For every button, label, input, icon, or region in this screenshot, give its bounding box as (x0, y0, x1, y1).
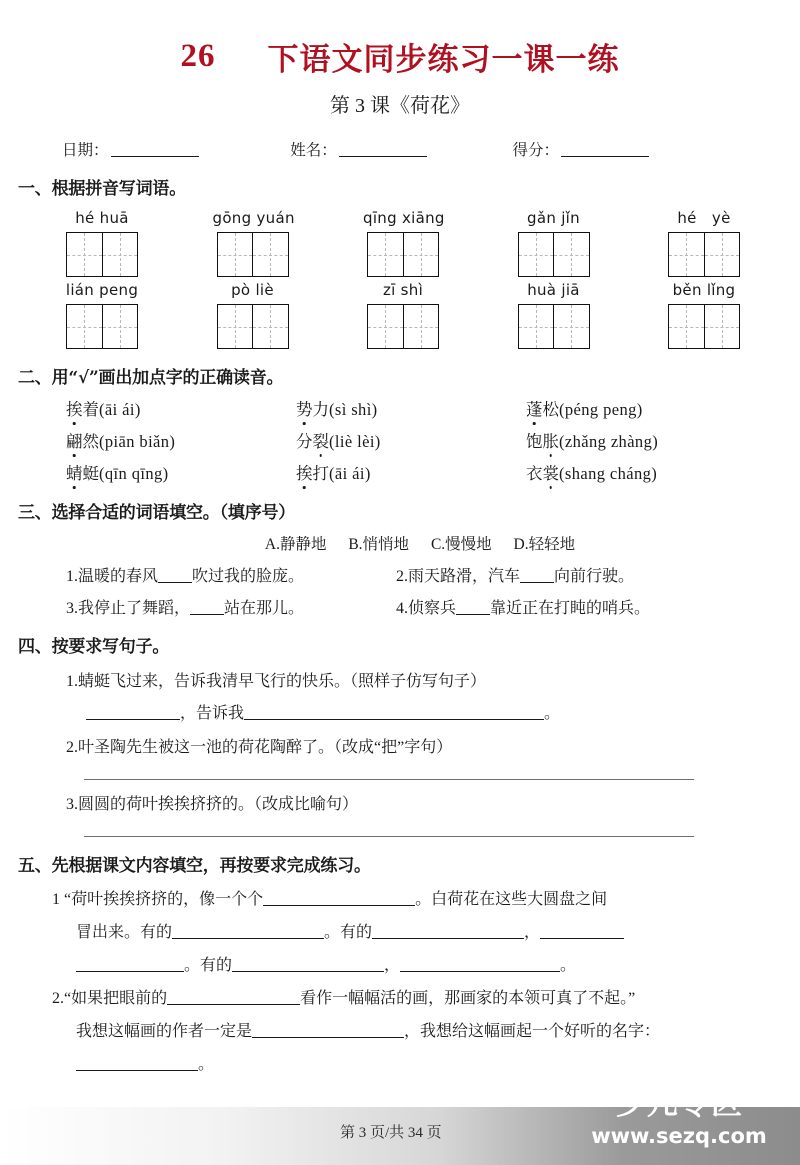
marked-char: 翩 (66, 428, 83, 452)
section-4-heading: 四、按要求写句子。 (18, 637, 170, 657)
word-char: 打 (312, 464, 329, 483)
pinyin-cell (514, 281, 594, 349)
pinyin-label: běn lǐng (672, 281, 736, 299)
passage-line-3 (52, 952, 800, 975)
sentence-question-2: 2.叶圣陶先生被这一池的荷花陶醉了。（改成“把”字句） (66, 739, 453, 756)
score-label: 得分： (512, 142, 560, 159)
answer-blank[interactable] (86, 706, 180, 720)
pinyin-choices: (péng peng) (559, 400, 643, 419)
passage-text: 2.“如果把眼前的 (52, 990, 168, 1007)
pinyin-label: hé huā (75, 209, 129, 227)
pronunciation-item[interactable] (526, 428, 658, 452)
passage-text: 冒出来。有的 (76, 924, 173, 941)
worksheet-page (0, 34, 800, 1165)
pinyin-cell (664, 281, 744, 349)
student-info-row (0, 138, 800, 160)
date-input-line[interactable] (111, 142, 199, 157)
sentence-exercise (0, 668, 800, 837)
option-c[interactable]: C.慢慢地 (430, 536, 492, 553)
pinyin-cell (664, 209, 744, 277)
word-char: 力 (312, 400, 329, 419)
pinyin-row-2 (0, 281, 800, 349)
answer-blank[interactable] (520, 569, 554, 583)
word-options-list (0, 532, 800, 554)
score-input-line[interactable] (561, 142, 649, 157)
passage-line-1 (52, 886, 800, 909)
page-footer (0, 1086, 800, 1165)
title-text: 下语文同步练习一课一练 (267, 42, 620, 78)
pronunciation-row (66, 460, 800, 484)
pronunciation-item[interactable] (296, 460, 526, 484)
answer-blank[interactable] (263, 892, 415, 906)
section-5-heading: 五、先根据课文内容填空，再按要求完成练习。 (18, 856, 371, 876)
answer-end-text: 。 (544, 705, 561, 722)
answer-blank[interactable] (158, 569, 192, 583)
passage-text: 1 “荷叶挨挨挤挤的，像一个个 (52, 891, 264, 908)
watermark-logo-text: 少儿专区 (615, 1086, 743, 1122)
fill-question (66, 595, 396, 618)
passage-text: 看作一幅幅活的画，那画家的本领可真了不起。” (300, 990, 636, 1007)
word-char: 分 (296, 432, 313, 451)
answer-blank[interactable] (456, 601, 490, 615)
option-d[interactable]: D.轻轻地 (513, 536, 576, 553)
watermark-url: www.sezq.com (591, 1124, 767, 1148)
pinyin-row-1 (0, 209, 800, 277)
pinyin-label: hé yè (677, 209, 731, 227)
question-pre: 1.温暖的春风 (66, 568, 159, 585)
pronunciation-item[interactable] (66, 460, 296, 484)
pinyin-label: qīng xiāng (363, 209, 445, 227)
pinyin-cell (363, 209, 443, 277)
name-label: 姓名： (290, 142, 337, 159)
page-number: 第 3 页/共 34 页 (340, 1125, 442, 1141)
pronunciation-row (66, 396, 800, 420)
pinyin-exercise (0, 209, 800, 349)
question-post: 吹过我的脸庞。 (192, 568, 305, 585)
pinyin-label: lián peng (65, 281, 139, 299)
pronunciation-item[interactable] (296, 396, 526, 420)
name-field (290, 138, 427, 160)
watermark (574, 1086, 784, 1148)
section-1-heading: 一、根据拼音写词语。 (18, 179, 186, 199)
answer-blank[interactable] (232, 958, 384, 972)
answer-line[interactable] (84, 779, 694, 780)
passage-fill-exercise (0, 886, 800, 1074)
word-char: 松 (542, 400, 559, 419)
marked-char: 势 (296, 396, 313, 420)
answer-mid-text: ，告诉我 (180, 705, 245, 722)
pronunciation-exercise (0, 396, 800, 484)
question-pre: 3.我停止了舞蹈， (66, 600, 191, 617)
option-b[interactable]: B.悄悄地 (348, 536, 410, 553)
word-char: 衣 (526, 464, 543, 483)
pronunciation-item[interactable] (526, 396, 643, 420)
pronunciation-row (66, 428, 800, 452)
marked-char: 挨 (296, 460, 313, 484)
pinyin-choices: (liè lèi) (329, 432, 381, 451)
answer-blank[interactable] (372, 925, 524, 939)
writing-grid-box[interactable] (367, 232, 439, 277)
pinyin-cell (514, 209, 594, 277)
writing-grid-box[interactable] (217, 304, 289, 349)
answer-blank[interactable] (400, 958, 560, 972)
writing-grid-box[interactable] (367, 304, 439, 349)
question-post: 靠近正在打盹的哨兵。 (490, 600, 651, 617)
sentence-answer-1 (66, 700, 800, 723)
page-title (0, 34, 800, 79)
fill-question (396, 563, 726, 586)
passage-text: 。 (560, 957, 577, 974)
pinyin-label: gōng yuán (212, 209, 295, 227)
answer-blank[interactable] (540, 925, 624, 939)
writing-grid-box[interactable] (217, 232, 289, 277)
passage-line-5 (52, 1018, 800, 1041)
question-post: 站在那儿。 (224, 600, 305, 617)
word-char: 着 (82, 400, 99, 419)
pinyin-cell (62, 281, 142, 349)
fill-question-row (0, 595, 800, 618)
writing-grid-box[interactable] (668, 304, 740, 349)
pinyin-choices: (zhǎng zhàng) (559, 432, 659, 451)
passage-text: ， (524, 924, 541, 941)
fill-question (66, 563, 396, 586)
fill-question-row (0, 563, 800, 586)
writing-grid-box[interactable] (668, 232, 740, 277)
answer-blank[interactable] (252, 1024, 404, 1038)
pinyin-choices: (sì shì) (329, 400, 378, 419)
answer-blank[interactable] (172, 925, 324, 939)
pinyin-choices: (piān biǎn) (99, 432, 176, 451)
passage-line-4 (52, 985, 800, 1008)
pronunciation-item[interactable] (66, 396, 296, 420)
date-label: 日期： (62, 142, 109, 159)
marked-char: 蜻 (66, 460, 83, 484)
sentence-question-3: 3.圆圆的荷叶挨挨挤挤的。（改成比喻句） (66, 796, 359, 813)
pinyin-label: zī shì (382, 281, 424, 299)
writing-grid-box[interactable] (66, 232, 138, 277)
word-char: 饱 (526, 432, 543, 451)
question-pre: 4.侦察兵 (396, 600, 457, 617)
pinyin-choices: (āi ái) (329, 464, 371, 483)
pinyin-label: gǎn jǐn (527, 209, 580, 227)
passage-text: 。 (198, 1056, 215, 1073)
answer-line[interactable] (84, 836, 694, 837)
answer-blank[interactable] (76, 1057, 198, 1071)
answer-blank[interactable] (167, 991, 300, 1005)
passage-text: 我想这幅画的作者一定是 (76, 1023, 253, 1040)
pinyin-cell (62, 209, 142, 277)
option-a[interactable]: A.静静地 (264, 536, 327, 553)
answer-blank[interactable] (190, 601, 224, 615)
word-char: 然 (82, 432, 99, 451)
name-input-line[interactable] (339, 142, 427, 157)
pronunciation-item[interactable] (526, 460, 657, 484)
marked-char: 挨 (66, 396, 83, 420)
writing-grid-box[interactable] (518, 304, 590, 349)
marked-char: 蓬 (526, 396, 543, 420)
section-3-heading: 三、选择合适的词语填空。（填序号） (18, 503, 296, 523)
pronunciation-item[interactable] (296, 428, 526, 452)
page-subtitle: 第 3 课《荷花》 (330, 95, 470, 117)
question-pre: 2.雨天路滑，汽车 (396, 568, 521, 585)
marked-char: 胀 (543, 428, 560, 452)
writing-grid-box[interactable] (66, 304, 138, 349)
pinyin-label: pò liè (231, 281, 274, 299)
passage-line-2 (52, 919, 800, 942)
pinyin-label: huà jiā (527, 281, 580, 299)
pinyin-cell (363, 281, 443, 349)
pinyin-cell (213, 281, 293, 349)
date-field (62, 138, 199, 160)
lesson-number: 26 (180, 38, 216, 74)
marked-char: 裂 (313, 428, 330, 452)
section-2-heading: 二、用“√”画出加点字的正确读音。 (18, 368, 284, 388)
answer-blank[interactable] (244, 706, 544, 720)
passage-text: 。白荷花在这些大圆盘之间 (415, 891, 608, 908)
question-post: 向前行驶。 (554, 568, 635, 585)
pronunciation-item[interactable] (66, 428, 296, 452)
passage-text: ， (384, 957, 401, 974)
pinyin-choices: (āi ái) (99, 400, 141, 419)
passage-text: 。有的 (184, 957, 233, 974)
sentence-question-1: 1.蜻蜓飞过来，告诉我清早飞行的快乐。（照样子仿写句子） (66, 673, 487, 690)
pinyin-choices: (shang cháng) (559, 464, 658, 483)
score-field (513, 138, 650, 160)
answer-blank[interactable] (76, 958, 184, 972)
passage-text: ，我想给这幅画起一个好听的名字： (404, 1023, 661, 1040)
marked-char: 裳 (543, 460, 560, 484)
pinyin-cell (213, 209, 293, 277)
fill-question (396, 595, 726, 618)
writing-grid-box[interactable] (518, 232, 590, 277)
word-char: 蜓 (82, 464, 99, 483)
passage-text: 。有的 (324, 924, 373, 941)
passage-line-6 (52, 1051, 800, 1074)
pinyin-choices: (qīn qīng) (99, 464, 169, 483)
